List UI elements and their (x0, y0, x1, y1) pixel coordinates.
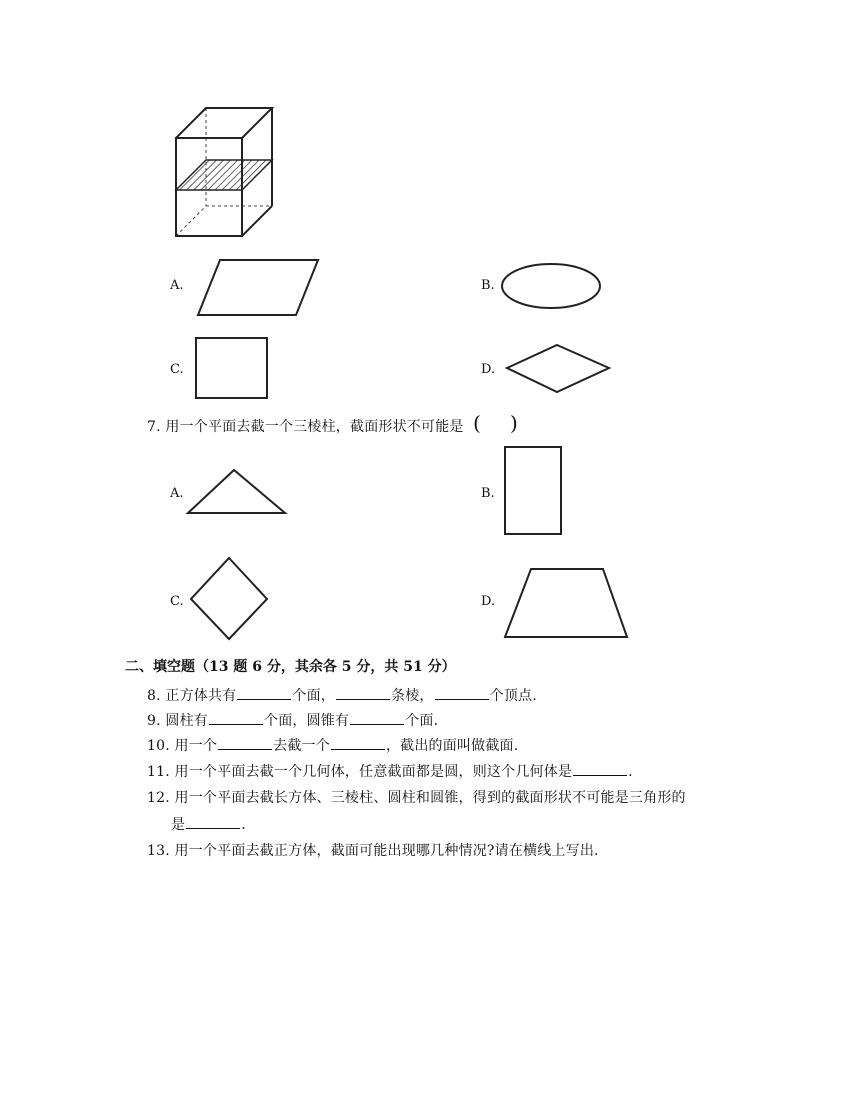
q8-blank-1[interactable] (237, 687, 291, 700)
q11 (147, 761, 633, 781)
q13: 13. 用一个平面去截正方体，截面可能出现哪几种情况?请在横线上写出. (147, 843, 599, 859)
q9-text-3: 个面. (405, 713, 439, 729)
q7-option-d-label[interactable]: D. (481, 594, 496, 609)
cube-section-figure (168, 102, 278, 242)
q10-blank-2[interactable] (331, 737, 385, 750)
tall-rectangle-icon (504, 446, 564, 538)
q8-text-1: 8. 正方体共有 (147, 688, 237, 704)
q7-stem: 7. 用一个平面去截一个三棱柱，截面形状不可能是 (147, 419, 464, 435)
rectangle-icon (195, 337, 270, 402)
section-2-title: 二、填空题（13 题 6 分，其余各 5 分，共 51 分） (125, 659, 456, 675)
q6-option-c-label[interactable]: C. (170, 362, 184, 377)
q12-blank-1[interactable] (186, 816, 240, 829)
ellipse-icon (501, 262, 603, 312)
q7-option-c-label[interactable]: C. (170, 594, 184, 609)
q9 (147, 710, 438, 730)
q11-blank-1[interactable] (573, 763, 627, 776)
q11-text-1: 11. 用一个平面去截一个几何体，任意截面都是圆，则这个几何体是 (147, 764, 573, 780)
q6-option-a-label[interactable]: A. (170, 278, 184, 293)
q10-text-3: ，截出的面叫做截面. (385, 738, 519, 754)
q10-blank-1[interactable] (218, 737, 272, 750)
q12-text-1: 是 (171, 817, 186, 833)
q7-paren-close: ) (510, 411, 518, 435)
q8 (147, 685, 537, 705)
trapezoid-icon (503, 567, 631, 641)
q11-text-2: . (628, 764, 633, 780)
parallelogram-icon (196, 258, 321, 318)
q10-text-2: 去截一个 (273, 738, 330, 754)
q9-blank-2[interactable] (350, 712, 404, 725)
q12-line-2 (171, 814, 246, 834)
q7-paren-open: ( (473, 411, 481, 435)
q9-text-2: 个面，圆锥有 (264, 713, 350, 729)
q10-text-1: 10. 用一个 (147, 738, 218, 754)
q6-option-d-label[interactable]: D. (481, 362, 496, 377)
q8-blank-3[interactable] (435, 687, 489, 700)
square-diamond-icon (189, 556, 271, 642)
rhombus-icon (505, 344, 611, 396)
q12-line-1: 12. 用一个平面去截长方体、三棱柱、圆柱和圆锥，得到的截面形状不可能是三角形的 (147, 790, 686, 806)
q12-text-2: . (241, 817, 246, 833)
q7-option-b-label[interactable]: B. (481, 486, 495, 501)
q10 (147, 735, 518, 755)
q8-blank-2[interactable] (336, 687, 390, 700)
q8-text-3: 条棱， (391, 688, 434, 704)
q8-text-2: 个面， (292, 688, 336, 704)
triangle-icon (186, 468, 288, 516)
q6-option-b-label[interactable]: B. (481, 278, 495, 293)
q9-text-1: 9. 圆柱有 (147, 713, 209, 729)
q8-text-4: 个顶点. (489, 688, 537, 704)
q9-blank-1[interactable] (209, 712, 263, 725)
q7-option-a-label[interactable]: A. (170, 486, 184, 501)
